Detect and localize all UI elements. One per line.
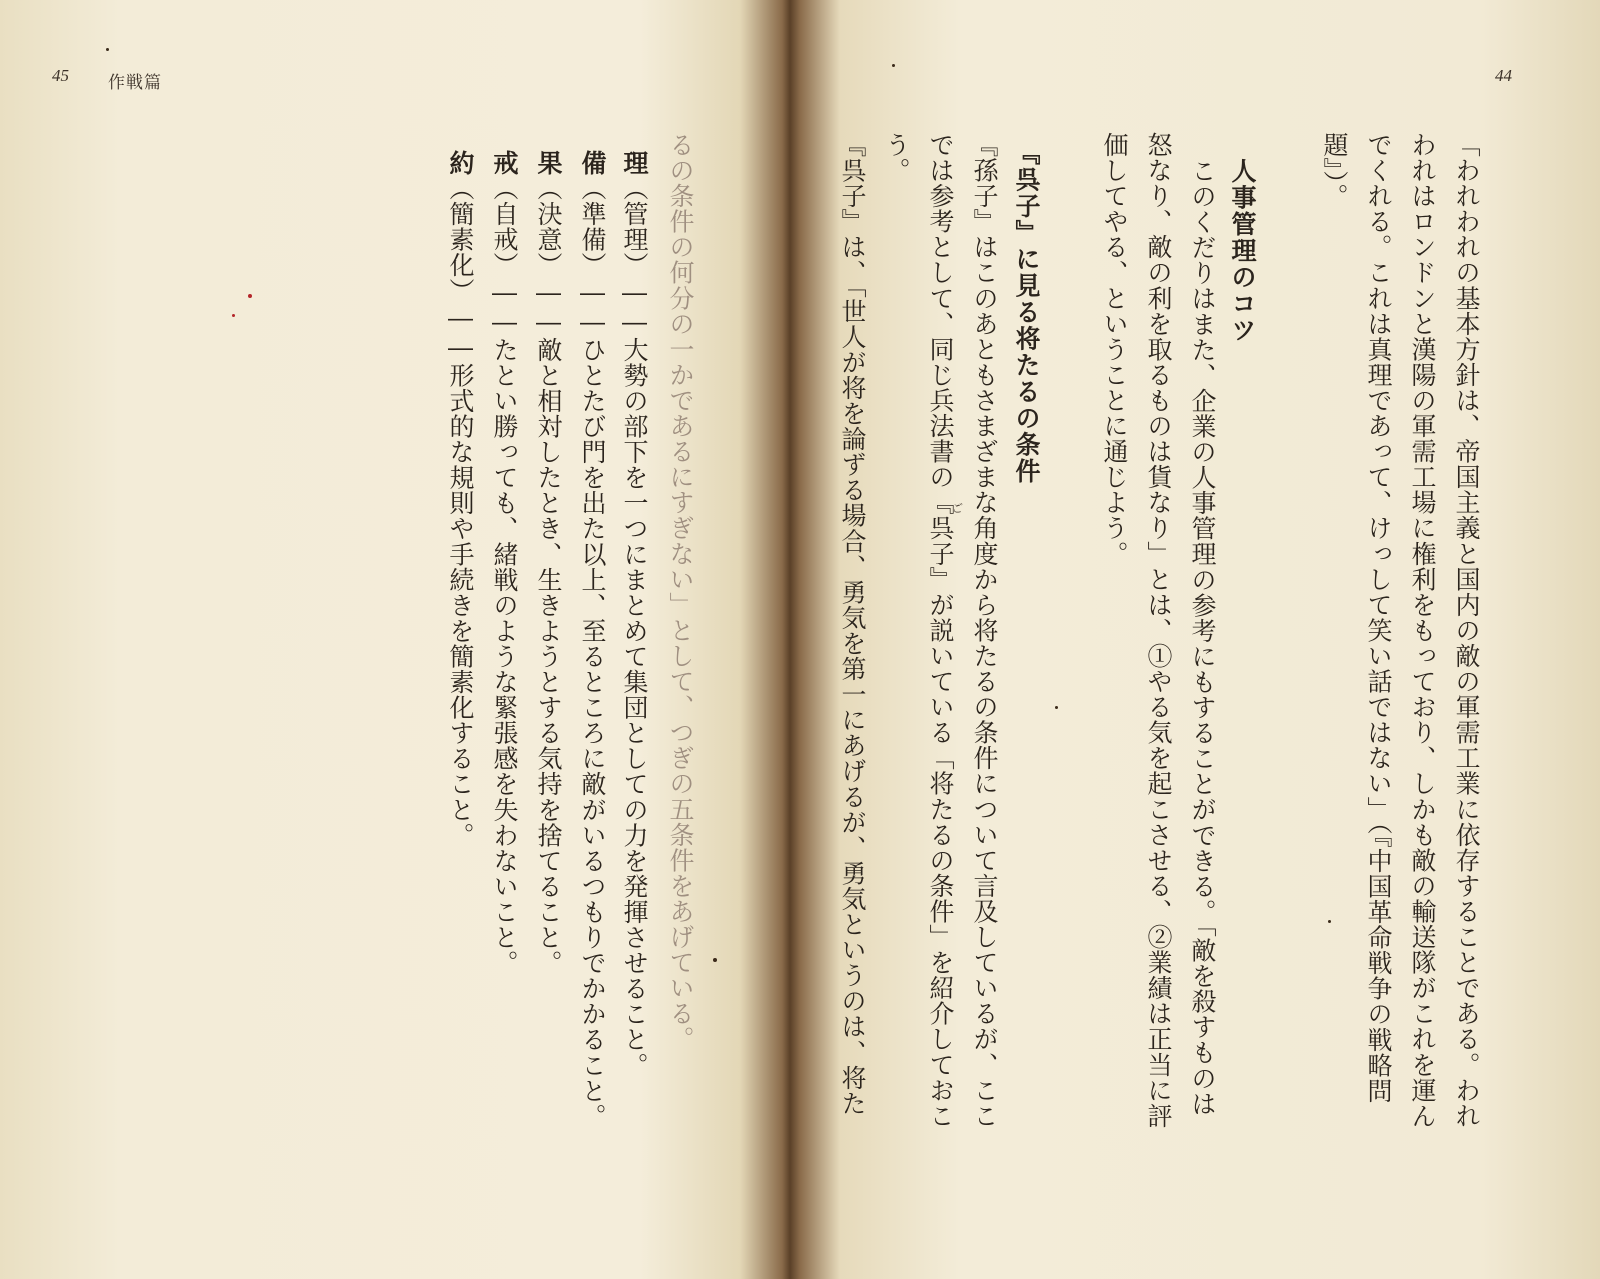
text-line: 価してやる、ということに通じよう。 (1100, 132, 1129, 567)
condition-item (622, 150, 647, 1078)
page-number-left: 45 (52, 66, 69, 85)
right-page (800, 0, 1600, 1279)
condition-item (536, 150, 561, 976)
condition-term: 約 (446, 150, 475, 176)
ink-speck (892, 64, 895, 67)
ink-speck (248, 294, 252, 298)
condition-text: （準備）――ひとたび門を出た以上、至るところに敵がいるつもりでかかること。 (578, 175, 607, 1129)
ink-speck (1328, 920, 1331, 923)
text-line: このくだりはまた、企業の人事管理の参考にもすることができる。「敵を殺すものは (1188, 158, 1217, 1117)
left-page (0, 0, 780, 1279)
condition-term: 理 (620, 150, 649, 176)
section-heading: 『呉子』に見る将たるの条件 (1012, 140, 1041, 485)
text-line: 『孫子』はこのあともさまざまな角度から将たるの条件について言及しているが、ここ (970, 132, 999, 1129)
ink-speck (106, 48, 109, 51)
condition-text: （管理）――大勢の部下を一つにまとめて集団としての力を発揮させること。 (620, 175, 649, 1078)
ink-speck (232, 314, 235, 317)
running-head: 作戦篇 (108, 73, 162, 93)
condition-text: （自戒）――たとい勝っても、緒戦のような緊張感を失わないこと。 (490, 175, 519, 976)
section-heading: 人事管理のコツ (1228, 158, 1257, 344)
condition-item (492, 150, 517, 976)
text-line: 題』）。 (1320, 132, 1349, 210)
condition-text: （簡素化）――形式的な規則や手続きを簡素化すること。 (446, 175, 475, 848)
ink-speck (1055, 706, 1058, 709)
text-line: では参考として、同じ兵法書の『呉子』が説いている「将たるの条件」を紹介しておこ (926, 132, 955, 1129)
condition-term: 備 (578, 150, 607, 176)
condition-term: 果 (534, 150, 563, 176)
text-line: るの条件の何分の一かであるにすぎない」として、つぎの五条件をあげている。 (666, 132, 695, 1052)
condition-text: （決意）――敵と相対したとき、生きようとする気持を捨てること。 (534, 175, 563, 976)
text-line: 怒なり、敵の利を取るものは貨なり」とは、①やる気を起こさせる、②業績は正当に評 (1144, 132, 1173, 1129)
condition-item (580, 150, 605, 1129)
condition-item (448, 150, 473, 848)
text-line: でくれる。これは真理であって、けっして笑い話ではない」（『中国革命戦争の戦略問 (1364, 132, 1393, 1104)
ruby-annotation: ご (952, 502, 963, 515)
text-line: う。 (882, 132, 911, 184)
ink-speck (713, 958, 717, 962)
text-line: 「われわれの基本方針は、帝国主義と国内の敵の軍需工業に依存することである。われ (1452, 132, 1481, 1129)
text-line: われはロンドンと漢陽の軍需工場に権利をもっており、しかも敵の輸送隊がこれを運ん (1408, 132, 1437, 1129)
page-number-right: 44 (1495, 66, 1512, 85)
condition-term: 戒 (490, 150, 519, 176)
text-line: 『呉子』は、「世人が将を論ずる場合、勇気を第一にあげるが、勇気というのは、将た (838, 132, 867, 1116)
